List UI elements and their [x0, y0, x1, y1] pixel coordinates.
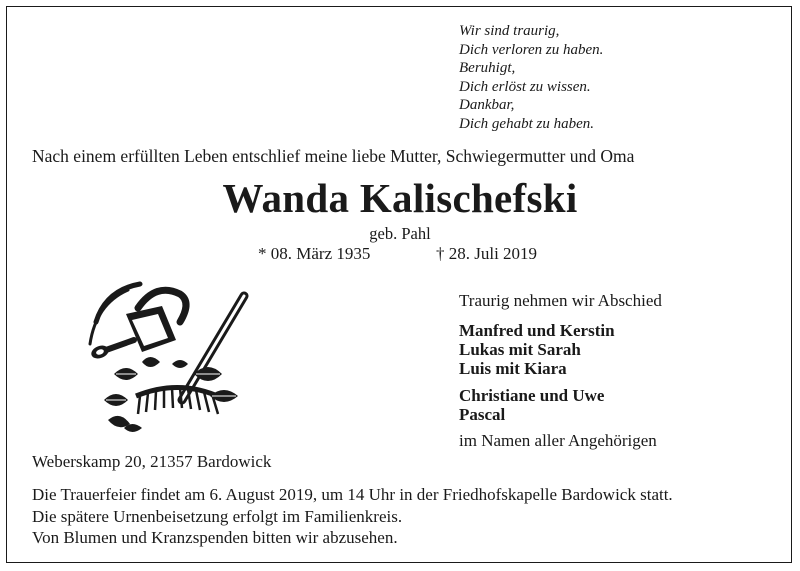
poem-line: Wir sind traurig, [459, 23, 560, 39]
deceased-name: Wanda Kalischefski [222, 175, 578, 221]
mourners-closing: im Namen aller Angehörigen [459, 431, 657, 450]
intro-text: Nach einem erfüllten Leben entschlief meine liebe Mutter, Schwiegermutter und Oma [32, 146, 635, 166]
poem-line: Dich gehabt zu haben. [459, 115, 594, 132]
funeral-info [32, 484, 673, 549]
poem [459, 22, 603, 134]
poem-line: Beruhigt, [459, 60, 516, 77]
mourner-name: Lukas mit Sarah [459, 340, 581, 359]
watering-can-rake-leaves-icon [84, 278, 252, 438]
info-line: Die spätere Urnenbeisetzung erfolgt im Familienkreis. [32, 506, 403, 526]
poem-line: Dich verloren zu haben. [459, 41, 604, 58]
mourner-name: Christiane und Uwe [459, 386, 605, 405]
info-line: Von Blumen und Kranzspenden bitten wir abzusehen. [32, 528, 398, 547]
mourner-name: Pascal [459, 405, 506, 424]
poem-line: Dich erlöst zu wissen. [459, 78, 591, 95]
poem-line: Dankbar, [459, 97, 515, 114]
mourner-name: Luis mit Kiara [459, 359, 567, 378]
mourner-name: Manfred und Kerstin [459, 321, 615, 340]
birth-date: * 08. März 1935 [258, 244, 371, 263]
maiden-name: geb. Pahl [369, 224, 431, 243]
death-date: † 28. Juli 2019 [436, 244, 538, 263]
mourners-heading: Traurig nehmen wir Abschied [459, 291, 662, 310]
info-line: Die Trauerfeier findet am 6. August 2019, um 14 Uhr in der Friedhofskapelle Bardowick statt. [32, 485, 673, 504]
address: Weberskamp 20, 21357 Bardowick [32, 452, 272, 471]
